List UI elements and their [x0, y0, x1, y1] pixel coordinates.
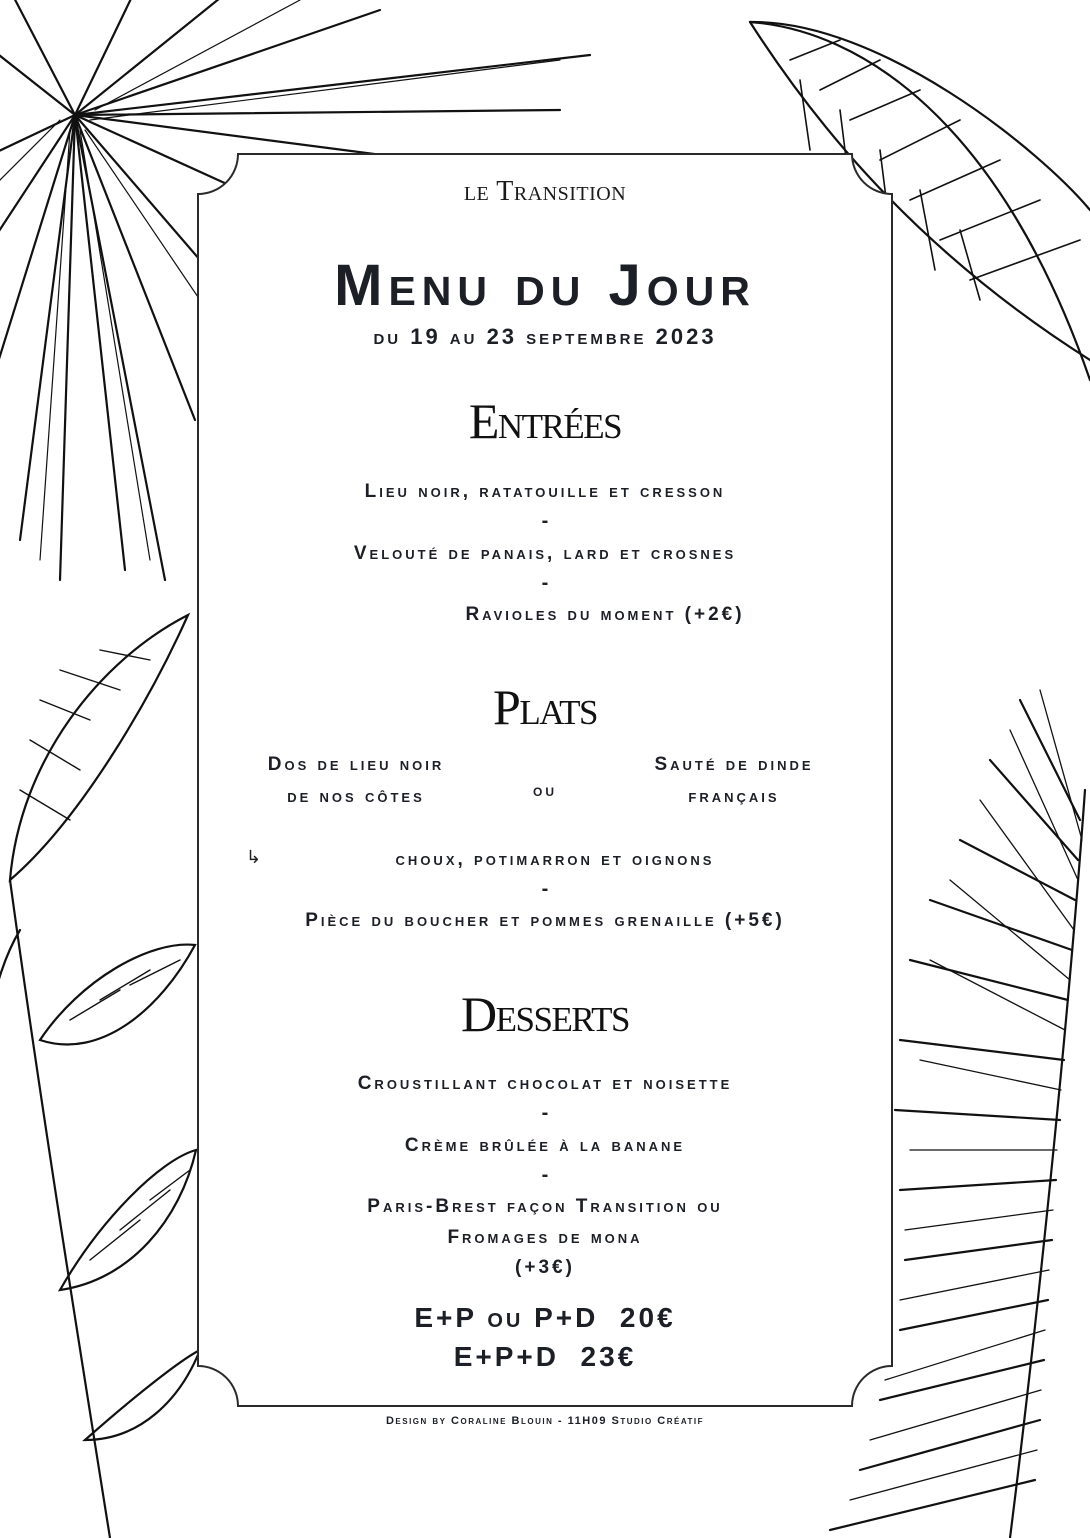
- section-heading-plats: Plats: [493, 679, 597, 735]
- section-heading-desserts: Desserts: [461, 986, 629, 1042]
- menu-title: Menu du Jour: [334, 253, 756, 318]
- plat-left-line2: de nos côtes: [287, 786, 425, 807]
- plat-right-line2: français: [688, 786, 780, 807]
- design-credit: Design by Coraline Blouin - 11H09 Studio Créatif: [385, 1415, 705, 1427]
- separator: -: [541, 1164, 549, 1186]
- plat-left-line1: Dos de lieu noir: [267, 754, 445, 775]
- curved-arrow-icon: ↳: [246, 847, 262, 867]
- plat-or: ou: [533, 781, 557, 800]
- dessert-item: Crème brûlée à la banane: [404, 1135, 686, 1156]
- price-formula: E+P ou P+D 20€: [414, 1302, 676, 1333]
- entree-item: Lieu noir, ratatouille et cresson: [364, 481, 726, 502]
- separator: -: [541, 1102, 549, 1124]
- separator: -: [541, 878, 549, 900]
- dessert-item: Croustillant chocolat et noisette: [357, 1073, 733, 1094]
- plat-item: Pièce du boucher et pommes grenaille (+5€): [305, 910, 785, 931]
- section-heading-entrees: Entrées: [468, 393, 622, 449]
- plat-right-line1: Sauté de dinde: [654, 754, 814, 775]
- separator: -: [541, 510, 549, 532]
- dessert-item-cont: Fromages de mona: [447, 1227, 643, 1248]
- menu-dates: du 19 au 23 septembre 2023: [373, 324, 717, 349]
- separator: -: [541, 572, 549, 594]
- dessert-item: Paris-Brest façon Transition ou: [367, 1196, 723, 1217]
- plat-garnish: choux, potimarron et oignons: [395, 849, 715, 870]
- entree-item: Ravioles du moment (+2€): [465, 604, 745, 625]
- dessert-supplement: (+3€): [515, 1257, 575, 1278]
- entree-item: Velouté de panais, lard et crosnes: [353, 543, 737, 564]
- price-formula: E+P+D 23€: [453, 1341, 637, 1372]
- brand-name: le Transition: [463, 176, 627, 207]
